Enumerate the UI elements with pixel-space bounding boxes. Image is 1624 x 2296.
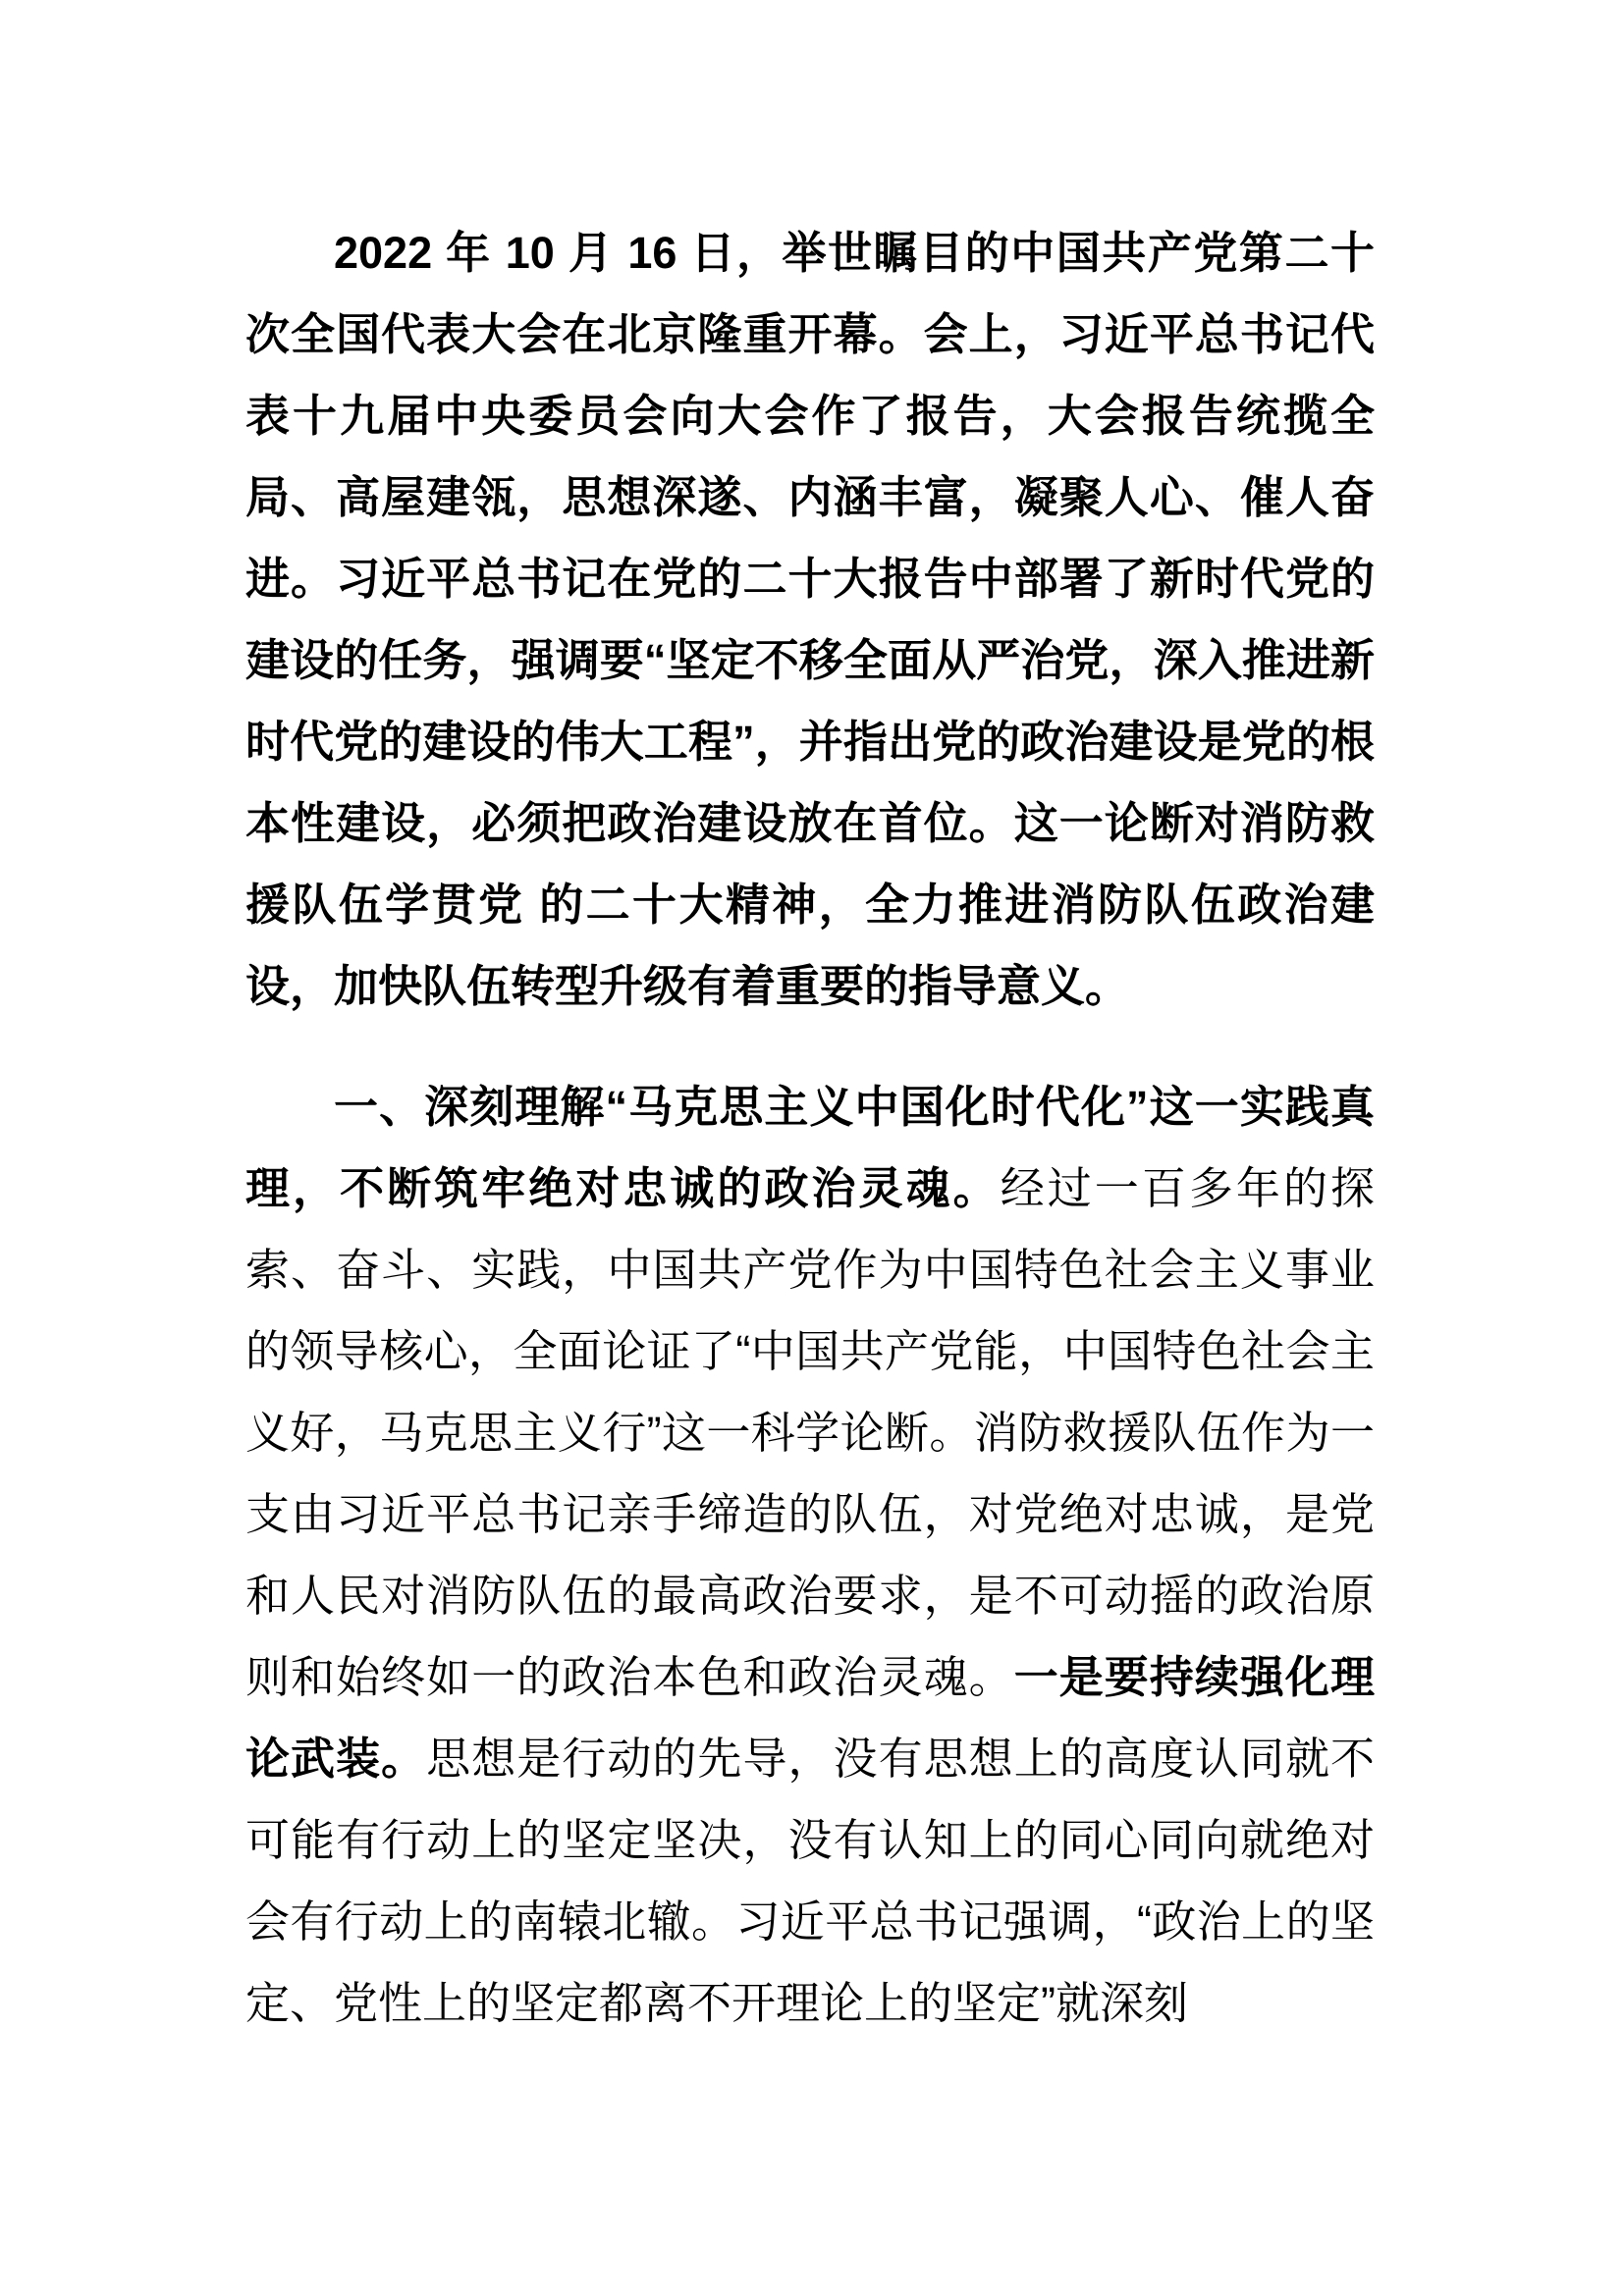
paragraph (245, 212, 1375, 1027)
bold-text-run: 一、深刻理解“马克思主义中国化时代化”这一实践真理，不断筑牢绝对忠诚的政治灵魂。 (245, 1082, 1375, 1213)
text-run: 经过一百多年的探索、奋斗、实践，中国共产党作为中国特色社会主义事业的领导核心，全面论证了“中国共产党能，中国特色社会主义好，马克思主义行”这一科学论断。消防救援队伍作为一支由习近平总书记亲手缔造的队伍，对党绝对忠诚，是党和人民对消防队伍的最高政治要求，是不可动摇的政治原则和始终如一的政治本色和政治灵魂。 (245, 1163, 1375, 1702)
document-body (245, 212, 1375, 2044)
paragraph (245, 1066, 1375, 2044)
bold-text-run: 2022 年 10 月 16 日，举世瞩目的中国共产党第二十次全国代表大会在北京隆重开幕。会上，习近平总书记代表十九届中央委员会向大会作了报告，大会报告统揽全局、高屋建瓴，思想深遂、内涵丰富，凝聚人心、催人奋进。习近平总书记在党的二十大报告中部署了新时代党的建设的任务，强调要“坚定不移全面从严治党，深入推进新时代党的建设的伟大工程”，并指出党的政治建设是党的根本性建设，必须把政治建设放在首位。这一论断对消防救援队伍学贯党 的二十大精神，全力推进消防队伍政治建设，加快队伍转型升级有着重要的指导意义。 (245, 228, 1375, 1011)
text-run: 思想是行动的先导，没有思想上的高度认同就不可能有行动上的坚定坚决，没有认知上的同心同向就绝对会有行动上的南辕北辙。习近平总书记强调，“政治上的坚定、党性上的坚定都离不开理论上的坚定”就深刻 (245, 1734, 1375, 2028)
bold-text-run: 一是要持续强化理论武装。 (245, 1652, 1375, 1784)
